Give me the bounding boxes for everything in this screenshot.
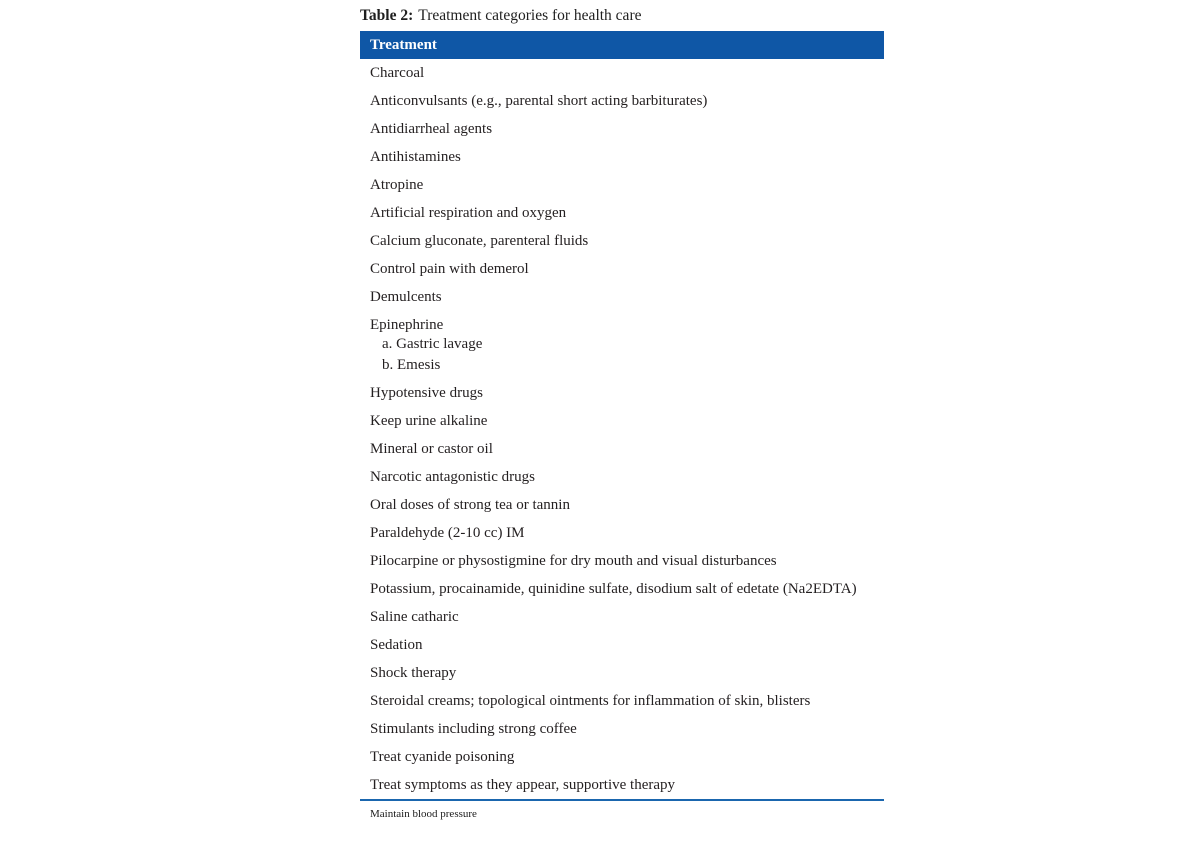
row-subitem: a. Gastric lavage xyxy=(382,336,483,352)
row-label: Control pain with demerol xyxy=(370,261,529,277)
table-row xyxy=(360,547,884,575)
row-label: Oral doses of strong tea or tannin xyxy=(370,497,570,513)
table-row xyxy=(360,199,884,227)
row-label: Keep urine alkaline xyxy=(370,413,488,429)
row-label: Hypotensive drugs xyxy=(370,385,483,401)
table-row xyxy=(360,87,884,115)
table-row xyxy=(360,115,884,143)
table-caption xyxy=(360,6,884,26)
row-label: Charcoal xyxy=(370,65,425,81)
row-label: Antidiarrheal agents xyxy=(370,121,493,137)
row-label: Treat cyanide poisoning xyxy=(370,749,515,765)
row-subitems xyxy=(370,334,884,376)
table-2 xyxy=(360,6,884,821)
table-row xyxy=(360,227,884,255)
table-row xyxy=(360,575,884,603)
table-row xyxy=(360,435,884,463)
table-row xyxy=(360,519,884,547)
row-label: Sedation xyxy=(370,637,423,653)
table-row xyxy=(360,283,884,311)
row-label: Artificial respiration and oxygen xyxy=(370,205,567,221)
table-row xyxy=(360,407,884,435)
table-footnote: Maintain blood pressure xyxy=(370,808,477,820)
row-label: Steroidal creams; topological ointments for inflammation of skin, blisters xyxy=(370,693,811,709)
row-subitem: b. Emesis xyxy=(382,357,441,373)
row-label: Demulcents xyxy=(370,289,442,305)
row-label: Mineral or castor oil xyxy=(370,441,493,457)
table-row xyxy=(360,491,884,519)
table-row xyxy=(360,743,884,771)
table-caption-text: Treatment categories for health care xyxy=(418,7,642,24)
row-label: Stimulants including strong coffee xyxy=(370,721,577,737)
row-label: Epinephrine xyxy=(370,317,444,333)
table-row xyxy=(360,255,884,283)
table-row xyxy=(360,659,884,687)
table-row xyxy=(360,171,884,199)
table-caption-label: Table 2: xyxy=(360,7,414,24)
row-label: Pilocarpine or physostigmine for dry mouth and visual disturbances xyxy=(370,553,777,569)
row-label: Narcotic antagonistic drugs xyxy=(370,469,535,485)
table-row xyxy=(360,771,884,799)
table-header-row xyxy=(360,31,884,59)
table-row xyxy=(360,463,884,491)
table-row xyxy=(360,143,884,171)
table-row xyxy=(360,603,884,631)
row-label: Treat symptoms as they appear, supportive therapy xyxy=(370,777,676,793)
table-row xyxy=(360,631,884,659)
table-header-label: Treatment xyxy=(370,37,437,53)
table-row xyxy=(360,687,884,715)
row-label: Anticonvulsants (e.g., parental short acting barbiturates) xyxy=(370,93,708,109)
row-label: Atropine xyxy=(370,177,424,193)
row-label: Calcium gluconate, parenteral fluids xyxy=(370,233,589,249)
table-row xyxy=(360,379,884,407)
row-label: Antihistamines xyxy=(370,149,461,165)
table-row xyxy=(360,311,884,376)
row-label: Saline catharic xyxy=(370,609,459,625)
row-label: Potassium, procainamide, quinidine sulfate, disodium salt of edetate (Na2EDTA) xyxy=(370,581,857,597)
row-label: Shock therapy xyxy=(370,665,457,681)
table-row xyxy=(360,715,884,743)
row-label: Paraldehyde (2-10 cc) IM xyxy=(370,525,525,541)
table-body xyxy=(360,59,884,801)
table-row xyxy=(360,59,884,87)
